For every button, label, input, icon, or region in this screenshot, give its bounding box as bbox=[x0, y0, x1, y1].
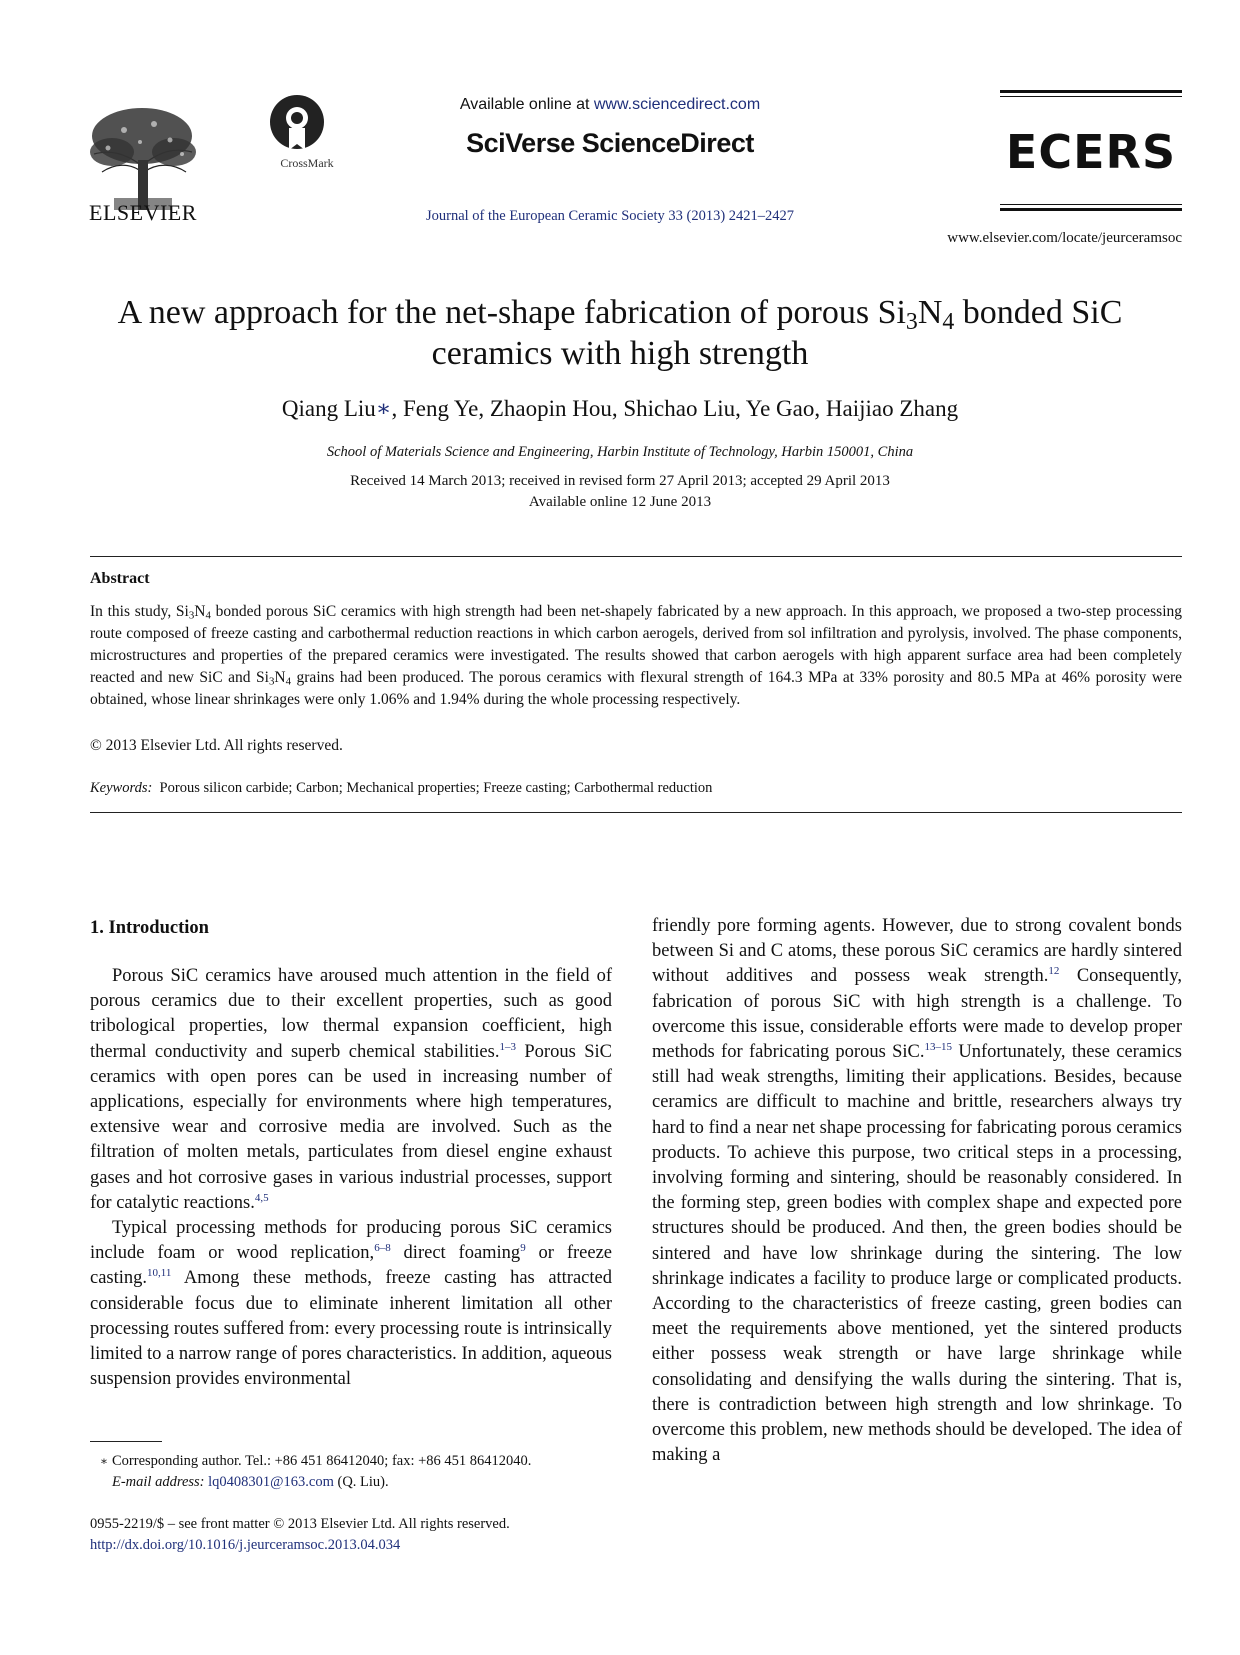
intro-paragraph-2 bbox=[90, 1216, 612, 1392]
affiliation: School of Materials Science and Engineering, Harbin Institute of Technology, Harbin 150001, China bbox=[326, 444, 914, 460]
received-dates: Received 14 March 2013; received in revised form 27 April 2013; accepted 29 April 2013 bbox=[350, 473, 890, 489]
authors-rest: , Feng Ye, Zhaopin Hou, Shichao Liu, Ye Gao, Haijiao Zhang bbox=[391, 396, 959, 421]
title-line1-a: A new approach for the net-shape fabrication of porous Si bbox=[117, 294, 906, 331]
intro-paragraph-1 bbox=[90, 964, 612, 1216]
ref-4-5[interactable]: 4,5 bbox=[254, 1191, 269, 1204]
journal-citation-link[interactable]: Journal of the European Ceramic Society 33 (2013) 2421–2427 bbox=[425, 208, 795, 224]
right-column bbox=[652, 914, 1182, 1468]
sciverse-logo: SciVerse ScienceDirect bbox=[466, 128, 754, 158]
intro-r-c: Unfortunately, these ceramics still had weak strengths, limiting their applications. Besides, because ceramics are difficult to machine and brittle, researchers always try hard to find a near net shape processing for fabricating porous ceramics products. To achieve this purpose, two critical steps in a processing, involving forming and sintering, should be reasonably considered. In the forming step, green bodies with complex shape and expected pore structures should be produced. And then, the green bodies should be sintered and have low shrinkage during the sintering. The low shrinkage indicates a facility to produce large or complicated products. According to the characteristics of freeze casting, green bodies can meet the requirements above mentioned, yet the sintered products either possess weak strength or have large shrinkage while consolidating and densifying the walls during the sintering. That is, there is contradiction between high strength and low shrinkage. To overcome this problem, new methods should be developed. The idea of making a bbox=[652, 1042, 1182, 1466]
abstract-sub3: 3 bbox=[268, 675, 275, 688]
footnote-text: Corresponding author. Tel.: +86 451 86412040; fax: +86 451 86412040. bbox=[112, 1453, 532, 1469]
left-column bbox=[90, 964, 612, 1392]
ref-1-3[interactable]: 1–3 bbox=[499, 1040, 516, 1053]
abstract-n1: N bbox=[194, 603, 206, 620]
available-online-date: Available online 12 June 2013 bbox=[528, 494, 712, 510]
abstract-p2: bonded porous SiC ceramics with high strength had been net-shapely fabricated by a new approach. In this approach, we proposed a two-step processing route composed of freeze casting and carbothermal reduction reactions in which carbon aerogels, derived from sol infiltration and pyrolysis, involved. The phase components, microstructures and properties of the prepared ceramics were investigated. The results showed that carbon aerogels with high apparent surface area had been completely reacted and new SiC and Si bbox=[90, 603, 1182, 686]
abstract-sub1: 3 bbox=[188, 609, 195, 622]
available-prefix: Available online at bbox=[459, 96, 594, 113]
intro-p2-b: direct foaming bbox=[390, 1243, 521, 1264]
title-line1-b: bonded SiC bbox=[954, 294, 1123, 331]
intro-p1-a: Porous SiC ceramics have aroused much attention in the field of porous ceramics due to their excellent properties, such as good tribological properties, low thermal expansion coefficient, high thermal conductivity and superb chemical stabilities. bbox=[90, 966, 612, 1062]
keywords-list: Porous silicon carbide; Carbon; Mechanical properties; Freeze casting; Carbothermal reduction bbox=[159, 780, 713, 796]
author-first: Qiang Liu bbox=[281, 396, 376, 421]
article-title bbox=[70, 292, 1170, 374]
intro-p2-c: or freeze casting. bbox=[90, 1243, 612, 1289]
abstract-p3: grains had been produced. The porous ceramics with flexural strength of 164.3 MPa at 33% porosity and 80.5 MPa at 46% porosity were obtained, whose linear shrinkages were only 1.06% and 1.94% during the whole processing respectively. bbox=[90, 669, 1182, 708]
ref-9[interactable]: 9 bbox=[520, 1242, 526, 1255]
keywords bbox=[90, 780, 1182, 797]
doi-link[interactable]: http://dx.doi.org/10.1016/j.jeurceramsoc.2013.04.034 bbox=[90, 1537, 401, 1553]
corresponding-author-mark[interactable]: ∗ bbox=[375, 396, 392, 421]
intro-p2-d: Among these methods, freeze casting has attracted considerable focus due to eliminate inherent limitation all other processing routes suffered from: every processing route is intrinsically limited to a narrow range of pores characteristics. In addition, aqueous suspension provides environmental bbox=[90, 1268, 612, 1390]
intro-r-a: friendly pore forming agents. However, due to strong covalent bonds between Si and C atoms, these porous SiC ceramics are hardly sintered without additives and possess weak strength. bbox=[652, 916, 1182, 987]
abstract-heading: Abstract bbox=[90, 570, 150, 587]
author-list bbox=[70, 396, 1170, 422]
intro-p1-b: Porous SiC ceramics with open pores can be used in increasing number of applications, especially for environments where high temperatures, extensive wear and corrosive media are involved. Such as the filtration of molten metals, particulates from diesel engine exhaust gases and hot corrosive gases in various industrial processes, support for catalytic reactions. bbox=[90, 1041, 612, 1213]
intro-paragraph-continued bbox=[652, 914, 1182, 1468]
footnote-rule bbox=[90, 1441, 162, 1442]
abstract-sub4: 4 bbox=[285, 675, 292, 688]
abstract-top-rule bbox=[90, 556, 1182, 557]
sciencedirect-link[interactable]: www.sciencedirect.com bbox=[593, 96, 761, 113]
intro-p2-a: Typical processing methods for producing porous SiC ceramics include foam or wood replication, bbox=[90, 1218, 612, 1264]
email-link[interactable]: lq0408301@163.com bbox=[208, 1474, 334, 1490]
abstract-sub2: 4 bbox=[205, 609, 211, 622]
abstract-copyright: © 2013 Elsevier Ltd. All rights reserved. bbox=[90, 737, 343, 754]
email-suffix: (Q. Liu). bbox=[333, 1474, 389, 1490]
issn-line: 0955-2219/$ – see front matter © 2013 Elsevier Ltd. All rights reserved. bbox=[90, 1516, 510, 1532]
title-line2: ceramics with high strength bbox=[431, 335, 809, 372]
abstract-text bbox=[90, 601, 1182, 711]
crossmark-label: CrossMark bbox=[280, 156, 334, 170]
title-sub2: 4 bbox=[942, 308, 955, 335]
footnote-mark: ∗ bbox=[99, 1454, 108, 1468]
keywords-label: Keywords: bbox=[90, 780, 153, 796]
front-matter bbox=[90, 1514, 510, 1556]
ecers-wordmark: ECERS bbox=[1005, 125, 1177, 179]
ref-13-15[interactable]: 13–15 bbox=[924, 1040, 953, 1053]
title-n: N bbox=[917, 294, 943, 331]
abstract-p1: In this study, Si bbox=[90, 603, 189, 620]
ref-6-8[interactable]: 6–8 bbox=[374, 1242, 391, 1255]
abstract-bottom-rule bbox=[90, 812, 1182, 813]
corresponding-author-footnote bbox=[90, 1451, 612, 1493]
elsevier-wordmark: ELSEVIER bbox=[89, 200, 197, 225]
title-sub1: 3 bbox=[905, 308, 918, 335]
ecers-logo bbox=[1000, 90, 1182, 222]
ref-12[interactable]: 12 bbox=[1048, 965, 1060, 978]
abstract-n2: N bbox=[274, 669, 286, 686]
article-history bbox=[70, 471, 1170, 513]
ref-10-11[interactable]: 10,11 bbox=[147, 1267, 172, 1280]
available-online bbox=[380, 96, 840, 114]
journal-homepage: www.elsevier.com/locate/jeurceramsoc bbox=[947, 230, 1182, 246]
email-label: E-mail address: bbox=[112, 1474, 205, 1490]
intro-r-b: Consequently, fabrication of porous SiC with high strength is a challenge. To overcome this issue, considerable efforts were made to develop proper methods for fabricating porous SiC. bbox=[652, 966, 1182, 1063]
section-heading-introduction: 1. Introduction bbox=[90, 918, 209, 938]
